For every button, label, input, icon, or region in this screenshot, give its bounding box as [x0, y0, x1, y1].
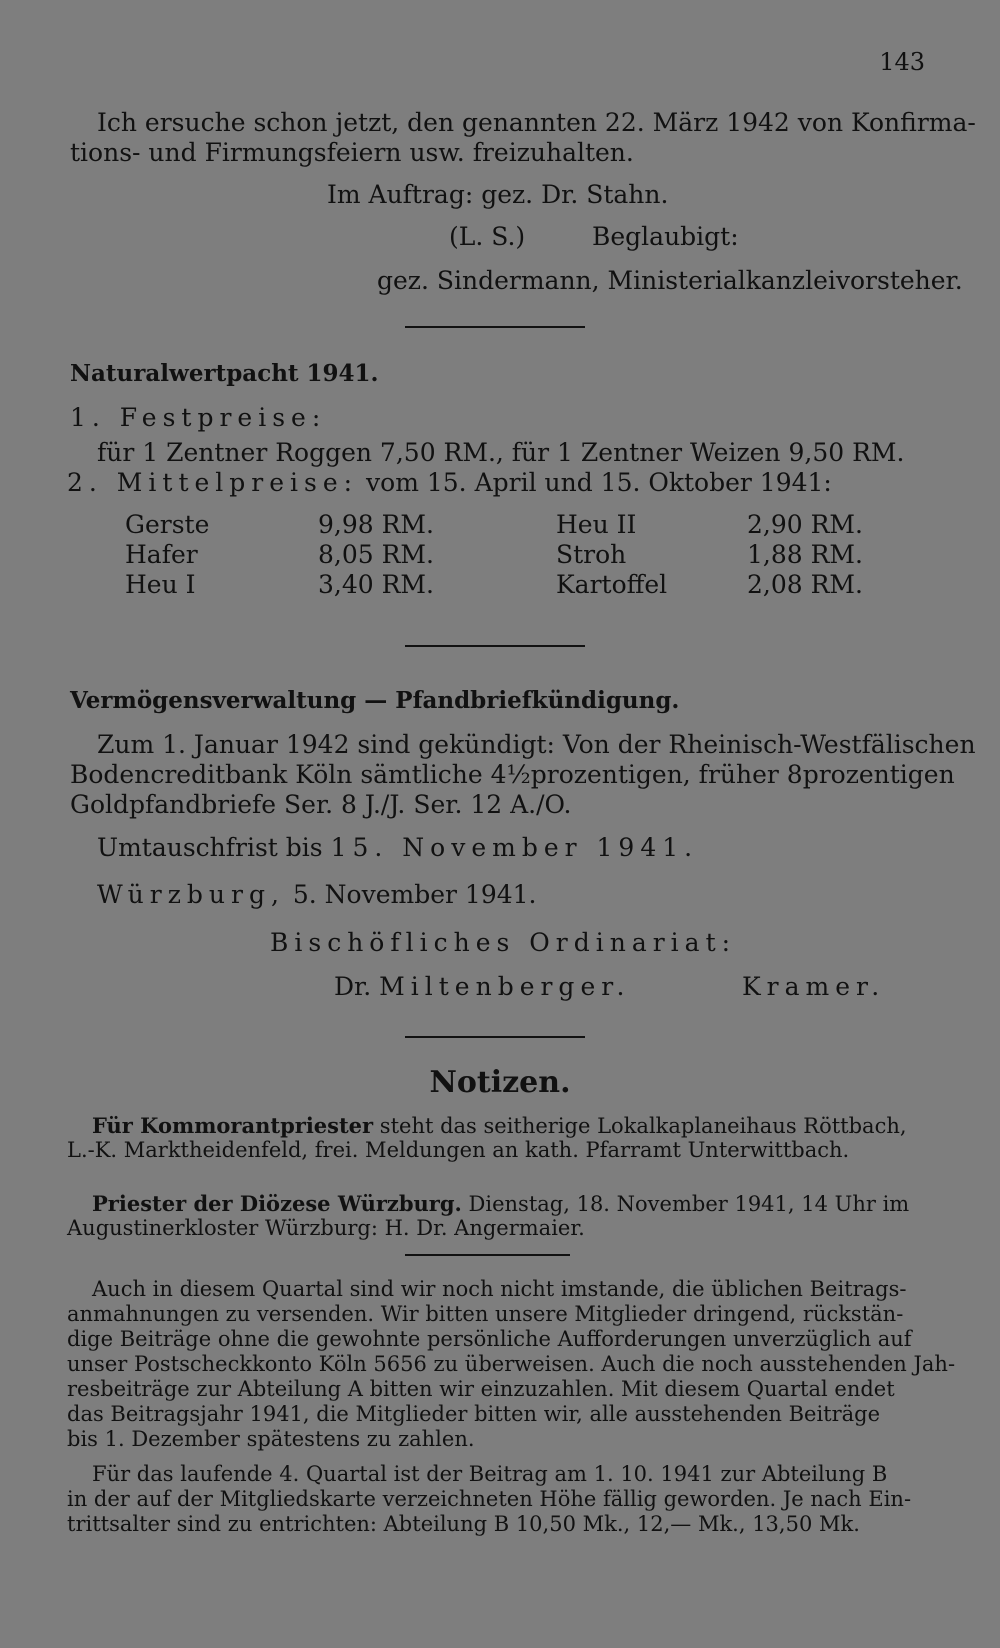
- paragraph-line: dige Beiträge ohne die gewohnte persönliche Aufforderungen unverzüglich auf: [67, 1327, 912, 1351]
- divider: [405, 1254, 570, 1256]
- divider: [405, 1036, 585, 1038]
- notice-text: steht das seitherige Lokalkaplaneihaus Röttbach,: [379, 1114, 907, 1138]
- beglaubigt-label: Beglaubigt:: [592, 222, 739, 251]
- paragraph-line: bis 1. Dezember spätestens zu zahlen.: [67, 1427, 475, 1451]
- price-item-name: Kartoffel: [556, 570, 668, 599]
- paragraph-line: resbeiträge zur Abteilung A bitten wir einzuzahlen. Mit diesem Quartal endet: [67, 1377, 895, 1401]
- paragraph-line: Für das laufende 4. Quartal ist der Beitrag am 1. 10. 1941 zur Abteilung B: [92, 1462, 888, 1486]
- page-number: 143: [879, 48, 925, 76]
- paragraph-line: unser Postscheckkonto Köln 5656 zu überweisen. Auch die noch ausstehenden Jah-: [67, 1352, 956, 1376]
- paragraph-line: das Beitragsjahr 1941, die Mitglieder bitten wir, alle ausstehenden Beiträge: [67, 1402, 881, 1426]
- price-item-name: Hafer: [125, 540, 198, 569]
- price-item-name: Stroh: [556, 540, 627, 569]
- notice-text: Dienstag, 18. November 1941, 14 Uhr im: [468, 1192, 910, 1216]
- list-label: 1. Festpreise:: [70, 403, 327, 432]
- notice-text: L.-K. Marktheidenfeld, frei. Meldungen an kath. Pfarramt Unterwittbach.: [67, 1138, 850, 1162]
- divider: [405, 326, 585, 328]
- place-name: Würzburg,: [97, 880, 285, 909]
- list-text: vom 15. April und 15. Oktober 1941:: [366, 468, 832, 497]
- list-text: für 1 Zentner Roggen 7,50 RM., für 1 Zentner Weizen 9,50 RM.: [97, 438, 905, 467]
- seal-mark: (L. S.): [449, 222, 526, 251]
- price-item-value: 9,98 RM.: [318, 510, 434, 539]
- paragraph-line: trittsalter sind zu entrichten: Abteilung B 10,50 Mk., 12,— Mk., 13,50 Mk.: [67, 1512, 860, 1536]
- price-item-name: Gerste: [125, 510, 210, 539]
- signature-line: gez. Sindermann, Ministerialkanzleivorsteher.: [377, 266, 963, 295]
- signer-name: Miltenberger.: [379, 972, 631, 1001]
- paragraph-line: in der auf der Mitgliedskarte verzeichneten Höhe fällig geworden. Je nach Ein-: [67, 1487, 912, 1511]
- paragraph-line: Zum 1. Januar 1942 sind gekündigt: Von der Rheinisch-Westfälischen: [97, 730, 976, 759]
- paragraph-line: tions- und Firmungsfeiern usw. freizuhalten.: [70, 138, 634, 167]
- price-item-name: Heu II: [556, 510, 637, 539]
- signer-title: Dr.: [334, 972, 372, 1001]
- price-item-value: 2,90 RM.: [747, 510, 863, 539]
- paragraph-line: Bodencreditbank Köln sämtliche 4½prozentigen, früher 8prozentigen: [70, 760, 955, 789]
- list-label: 2. Mittelpreise:: [67, 468, 359, 497]
- deadline-date: 15. November 1941.: [330, 833, 699, 862]
- price-item-value: 8,05 RM.: [318, 540, 434, 569]
- paragraph-line: Auch in diesem Quartal sind wir noch nicht imstande, die üblichen Beitrags-: [92, 1277, 907, 1301]
- price-item-value: 2,08 RM.: [747, 570, 863, 599]
- signer-name: Kramer.: [742, 972, 886, 1001]
- paragraph-line: anmahnungen zu versenden. Wir bitten unsere Mitglieder dringend, rückstän-: [67, 1302, 904, 1326]
- deadline-label: Umtauschfrist bis: [97, 833, 323, 862]
- auftrag-line: Im Auftrag: gez. Dr. Stahn.: [327, 180, 669, 209]
- price-item-value: 1,88 RM.: [747, 540, 863, 569]
- notizen-title: Notizen.: [429, 1065, 571, 1100]
- notice-bold-lead: Priester der Diözese Würzburg.: [92, 1191, 462, 1216]
- paragraph-line: Goldpfandbriefe Ser. 8 J./J. Ser. 12 A./O.: [70, 790, 572, 819]
- section-heading: Naturalwertpacht 1941.: [70, 360, 379, 387]
- price-item-value: 3,40 RM.: [318, 570, 434, 599]
- notice-text: Augustinerkloster Würzburg: H. Dr. Angermaier.: [67, 1216, 585, 1240]
- notice-bold-lead: Für Kommorantpriester: [92, 1113, 374, 1138]
- paragraph-line: Ich ersuche schon jetzt, den genannten 22. März 1942 von Konfirma-: [97, 108, 976, 137]
- section-heading: Vermögensverwaltung — Pfandbriefkündigung.: [70, 687, 680, 714]
- authority-name: Bischöfliches Ordinariat:: [270, 928, 737, 957]
- divider: [405, 645, 585, 647]
- document-date: 5. November 1941.: [292, 880, 537, 909]
- price-item-name: Heu I: [125, 570, 196, 599]
